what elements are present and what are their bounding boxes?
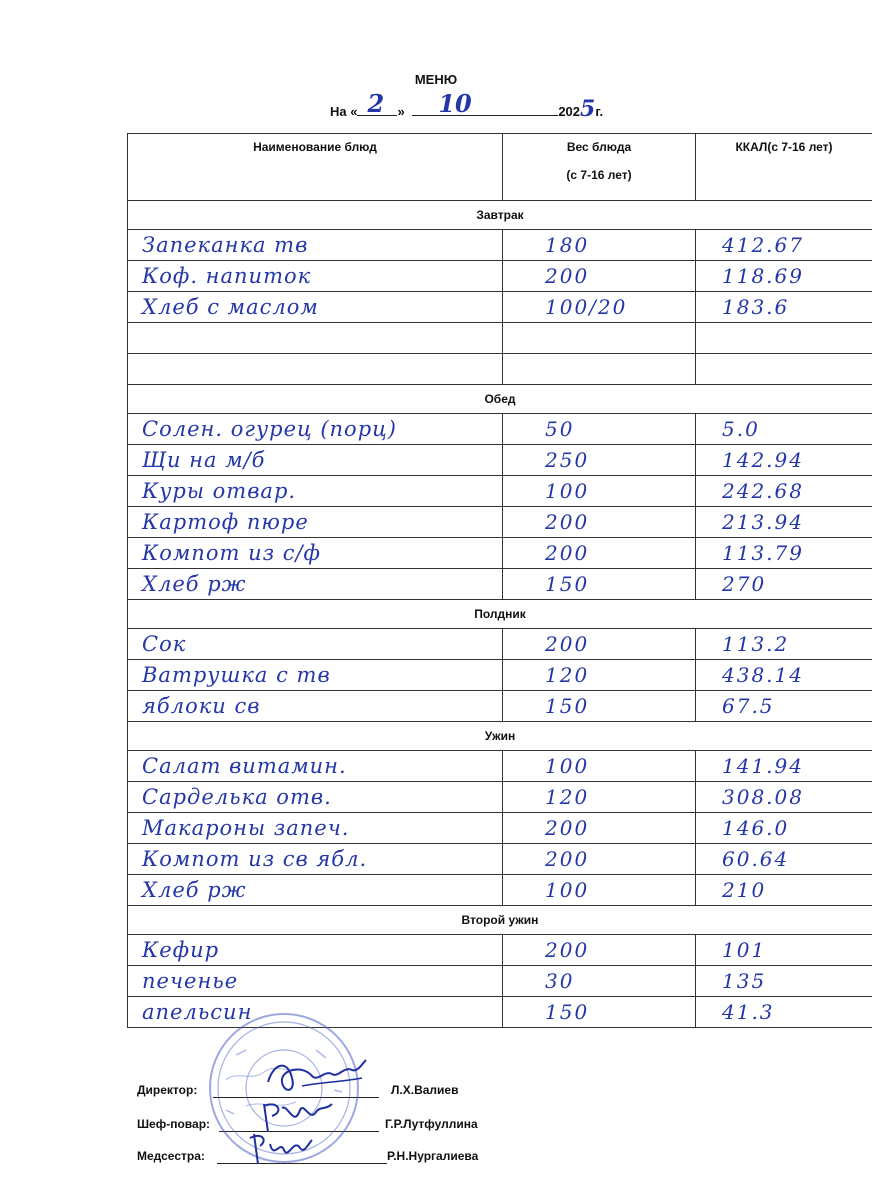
day-field — [357, 89, 397, 118]
weight-cell: 120 — [503, 660, 696, 691]
date-prefix: На « — [330, 104, 358, 119]
table-row — [128, 414, 872, 445]
dish-name-cell — [128, 323, 503, 354]
dish-name-cell: Хлеб с маслом — [128, 292, 503, 323]
kcal-cell: 146.0 — [696, 813, 872, 844]
kcal-cell: 5.0 — [696, 414, 872, 445]
table-row — [128, 751, 872, 782]
weight-cell: 150 — [503, 569, 696, 600]
dish-name-cell: Компот из св ябл. — [128, 844, 503, 875]
section-row — [128, 722, 872, 751]
table-row — [128, 538, 872, 569]
menu-table-body — [128, 134, 872, 1028]
table-row — [128, 782, 872, 813]
dish-name-cell: Запеканка тв — [128, 230, 503, 261]
table-row — [128, 691, 872, 722]
day-handwritten: 2 — [367, 89, 385, 118]
weight-cell: 200 — [503, 261, 696, 292]
section-row — [128, 600, 872, 629]
kcal-cell: 118.69 — [696, 261, 872, 292]
section-title: Полдник — [128, 600, 872, 629]
kcal-cell: 213.94 — [696, 507, 872, 538]
month-handwritten: 10 — [438, 89, 472, 118]
kcal-cell: 270 — [696, 569, 872, 600]
weight-cell: 250 — [503, 445, 696, 476]
dish-name-cell: печенье — [128, 966, 503, 997]
col-header-kcal: ККАЛ(с 7-16 лет) — [696, 134, 872, 201]
kcal-cell: 135 — [696, 966, 872, 997]
kcal-cell: 101 — [696, 935, 872, 966]
table-row — [128, 569, 872, 600]
weight-cell: 120 — [503, 782, 696, 813]
table-row — [128, 629, 872, 660]
section-title: Ужин — [128, 722, 872, 751]
weight-cell: 50 — [503, 414, 696, 445]
year-printed: 202 — [558, 104, 581, 119]
year-suffix: г. — [595, 104, 604, 119]
section-title: Завтрак — [128, 201, 872, 230]
kcal-cell: 242.68 — [696, 476, 872, 507]
table-row — [128, 445, 872, 476]
signature-role: Медсестра: — [137, 1149, 205, 1163]
kcal-cell: 142.94 — [696, 445, 872, 476]
dish-name-cell: яблоки св — [128, 691, 503, 722]
weight-cell — [503, 323, 696, 354]
dish-name-cell: Сарделька отв. — [128, 782, 503, 813]
dish-name-cell: апельсин — [128, 997, 503, 1028]
dish-name-cell: Хлеб рж — [128, 875, 503, 906]
table-row — [128, 507, 872, 538]
signature-role: Директор: — [137, 1083, 198, 1097]
weight-cell: 150 — [503, 691, 696, 722]
year-handwritten: 5 — [580, 96, 596, 122]
signature-nurse — [137, 1149, 479, 1163]
col-header-dish: Наименование блюд — [128, 134, 503, 201]
signature-chef — [137, 1117, 478, 1131]
weight-cell: 200 — [503, 813, 696, 844]
dish-name-cell: Картоф пюре — [128, 507, 503, 538]
table-row — [128, 935, 872, 966]
weight-cell: 200 — [503, 538, 696, 569]
kcal-cell: 113.2 — [696, 629, 872, 660]
table-row — [128, 230, 872, 261]
signature-name: Л.Х.Валиев — [391, 1083, 459, 1097]
weight-cell — [503, 354, 696, 385]
col-header-weight — [503, 134, 696, 201]
col-header-weight-sub: (с 7-16 лет) — [566, 168, 632, 182]
dish-name-cell — [128, 354, 503, 385]
table-header-row — [128, 134, 872, 201]
table-row — [128, 813, 872, 844]
table-row — [128, 875, 872, 906]
kcal-cell: 67.5 — [696, 691, 872, 722]
dish-name-cell: Макароны запеч. — [128, 813, 503, 844]
table-row — [128, 323, 872, 354]
dish-name-cell: Компот из с/ф — [128, 538, 503, 569]
table-row — [128, 261, 872, 292]
kcal-cell: 60.64 — [696, 844, 872, 875]
menu-table — [127, 133, 872, 1028]
weight-cell: 30 — [503, 966, 696, 997]
weight-cell: 100/20 — [503, 292, 696, 323]
signature-name: Г.Р.Лутфуллина — [385, 1117, 478, 1131]
kcal-cell: 41.3 — [696, 997, 872, 1028]
kcal-cell: 438.14 — [696, 660, 872, 691]
kcal-cell — [696, 354, 872, 385]
section-title: Обед — [128, 385, 872, 414]
date-line — [330, 89, 604, 122]
kcal-cell: 308.08 — [696, 782, 872, 813]
weight-cell: 100 — [503, 751, 696, 782]
signature-director — [137, 1083, 459, 1097]
weight-cell: 100 — [503, 476, 696, 507]
table-row — [128, 966, 872, 997]
day-close: » — [397, 104, 405, 119]
table-row — [128, 844, 872, 875]
table-row — [128, 354, 872, 385]
page-title: МЕНЮ — [414, 72, 458, 87]
dish-name-cell: Хлеб рж — [128, 569, 503, 600]
kcal-cell: 141.94 — [696, 751, 872, 782]
kcal-cell: 412.67 — [696, 230, 872, 261]
dish-name-cell: Кефир — [128, 935, 503, 966]
weight-cell: 200 — [503, 844, 696, 875]
section-row — [128, 201, 872, 230]
weight-cell: 150 — [503, 997, 696, 1028]
dish-name-cell: Сок — [128, 629, 503, 660]
weight-cell: 200 — [503, 935, 696, 966]
section-title: Второй ужин — [128, 906, 872, 935]
table-row — [128, 476, 872, 507]
weight-cell: 100 — [503, 875, 696, 906]
dish-name-cell: Салат витамин. — [128, 751, 503, 782]
dish-name-cell: Куры отвар. — [128, 476, 503, 507]
kcal-cell: 183.6 — [696, 292, 872, 323]
table-row — [128, 660, 872, 691]
dish-name-cell: Коф. напиток — [128, 261, 503, 292]
col-header-weight-label: Вес блюда — [566, 140, 632, 154]
dish-name-cell: Ватрушка с тв — [128, 660, 503, 691]
dish-name-cell: Щи на м/б — [128, 445, 503, 476]
weight-cell: 180 — [503, 230, 696, 261]
kcal-cell: 210 — [696, 875, 872, 906]
kcal-cell — [696, 323, 872, 354]
kcal-cell: 113.79 — [696, 538, 872, 569]
dish-name-cell: Солен. огурец (порц) — [128, 414, 503, 445]
weight-cell: 200 — [503, 629, 696, 660]
signature-name: Р.Н.Нургалиева — [387, 1149, 479, 1163]
weight-cell: 200 — [503, 507, 696, 538]
month-field — [412, 89, 558, 118]
signature-role: Шеф-повар: — [137, 1117, 211, 1131]
table-row — [128, 292, 872, 323]
director-signature-scrawl — [262, 1052, 372, 1096]
section-row — [128, 906, 872, 935]
nurse-signature-scrawl — [244, 1130, 314, 1170]
section-row — [128, 385, 872, 414]
